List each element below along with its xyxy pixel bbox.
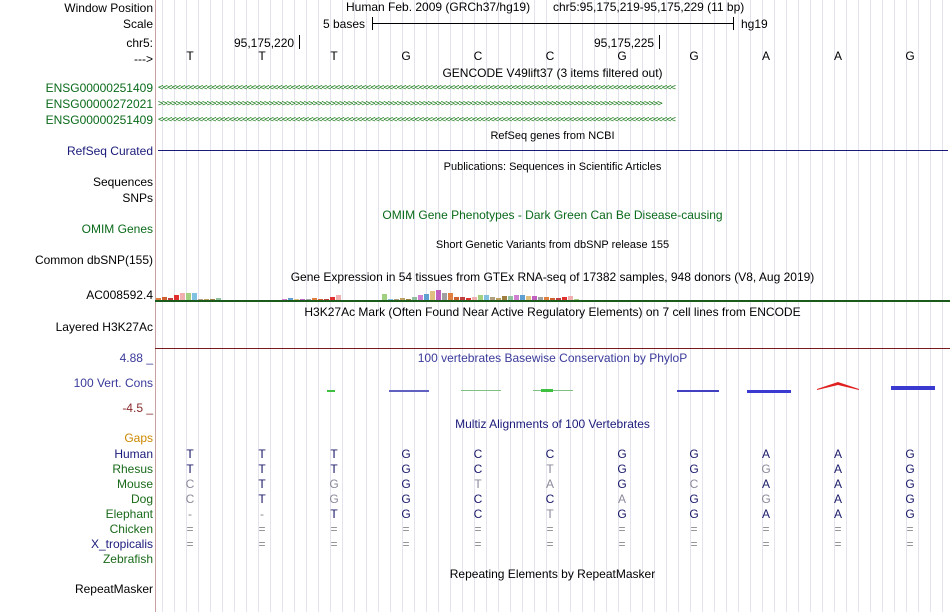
multiz-base: = (906, 537, 914, 551)
multiz-species-label[interactable]: Zebrafish (102, 552, 153, 566)
multiz-base: A (833, 507, 842, 521)
multiz-base: T (330, 507, 338, 521)
multiz-base: C (473, 447, 483, 461)
phylop-mark (461, 390, 501, 391)
multiz-species-label[interactable]: Dog (130, 492, 153, 506)
multiz-base: = (186, 522, 194, 536)
multiz-base: G (689, 507, 699, 521)
omim-track-title: OMIM Gene Phenotypes - Dark Green Can Be Disease-causing (382, 208, 723, 222)
reference-base: G (401, 49, 411, 63)
scale-text: 5 bases (323, 17, 366, 31)
multiz-base: = (618, 537, 626, 551)
multiz-base: C (473, 492, 483, 506)
refseq-track-title: RefSeq genes from NCBI (490, 130, 615, 142)
coord-tick-1: 95,175,220 (234, 36, 295, 50)
multiz-base: C (545, 447, 555, 461)
multiz-base: A (761, 447, 770, 461)
phylop-label[interactable]: 100 Vert. Cons (73, 376, 153, 390)
phylop-mark (891, 386, 935, 390)
multiz-base: = (690, 537, 698, 551)
multiz-base: G (329, 477, 339, 491)
gtex-tissue-bar (186, 293, 191, 300)
multiz-base: A (833, 462, 842, 476)
multiz-gaps-label[interactable]: Gaps (124, 431, 153, 445)
multiz-base: G (905, 462, 915, 476)
phylop-mark (677, 390, 719, 392)
reference-base: T (258, 49, 266, 63)
reference-base: A (833, 49, 842, 63)
repeatmasker-track-title: Repeating Elements by RepeatMasker (449, 567, 656, 581)
multiz-base: T (186, 462, 194, 476)
multiz-base: G (617, 462, 627, 476)
h3k27ac-track-title: H3K27Ac Mark (Often Found Near Active Regulatory Elements) on 7 cell lines from ENCODE (304, 305, 801, 319)
multiz-base: = (402, 522, 410, 536)
gencode-item-2-label[interactable]: ENSG00000272021 (45, 97, 153, 111)
reference-base: G (905, 49, 915, 63)
multiz-base: - (260, 507, 264, 521)
multiz-base: T (330, 462, 338, 476)
multiz-species-label[interactable]: Rhesus (112, 462, 153, 476)
phylop-mark (389, 390, 429, 392)
reference-base: C (473, 49, 483, 63)
scale-label: Scale (122, 17, 153, 31)
gtex-tissue-bar (430, 291, 435, 300)
multiz-base: A (545, 477, 554, 491)
refseq-feature-line[interactable] (158, 150, 948, 151)
multiz-base: G (401, 507, 411, 521)
coord-tick-2: 95,175,225 (594, 36, 655, 50)
multiz-base: G (617, 507, 627, 521)
multiz-base: = (402, 537, 410, 551)
multiz-base: T (258, 477, 266, 491)
multiz-track-title: Multiz Alignments of 100 Vertebrates (455, 417, 650, 431)
multiz-base: A (761, 477, 770, 491)
phylop-mark (541, 389, 553, 392)
gtex-label[interactable]: AC008592.4 (86, 288, 153, 302)
multiz-base: C (689, 477, 699, 491)
multiz-base: C (473, 507, 483, 521)
multiz-base: G (905, 447, 915, 461)
multiz-base: = (762, 537, 770, 551)
phylop-max-label: 4.88 _ (119, 351, 153, 365)
multiz-base: G (401, 477, 411, 491)
publications-sequences-label[interactable]: Sequences (92, 175, 153, 189)
multiz-base: C (185, 492, 195, 506)
gtex-tissue-bar (448, 293, 453, 300)
multiz-base: G (329, 492, 339, 506)
multiz-base: A (833, 492, 842, 506)
phylop-track-title: 100 vertebrates Basewise Conservation by PhyloP (417, 351, 688, 365)
gencode-item-1-feature[interactable]: <<<<<<<<<<<<<<<<<<<<<<<<<<<<<<<<<<<<<<<<<<<<<<<<<<<<<<<<<<<<<<<<<<<<<<<<<<<<<<<<<<<<<<<<<<<<<<<<<<<<<<<<<<<<<<<<<<<<< (158, 83, 675, 93)
multiz-base: T (330, 447, 338, 461)
phylop-mark (747, 390, 791, 393)
assembly-title: Human Feb. 2009 (GRCh37/hg19) (346, 0, 531, 14)
multiz-base: = (330, 537, 338, 551)
gtex-tissue-bar (180, 293, 185, 300)
gtex-tissue-bar (442, 293, 447, 300)
multiz-base: = (690, 522, 698, 536)
gtex-track-divider (155, 300, 950, 302)
multiz-base: = (474, 537, 482, 551)
reference-base: G (689, 49, 699, 63)
phylop-mark (817, 382, 859, 390)
multiz-base: G (905, 507, 915, 521)
multiz-base: T (258, 462, 266, 476)
gtex-tissue-bar (436, 290, 441, 300)
multiz-base: = (258, 537, 266, 551)
scale-bar-right (733, 17, 734, 30)
multiz-base: G (401, 462, 411, 476)
multiz-species-label[interactable]: Elephant (105, 507, 153, 521)
multiz-base: = (762, 522, 770, 536)
multiz-base: A (833, 477, 842, 491)
multiz-base: C (473, 462, 483, 476)
reference-base: T (330, 49, 338, 63)
multiz-base: G (905, 477, 915, 491)
multiz-base: = (834, 537, 842, 551)
multiz-base: = (906, 522, 914, 536)
multiz-base: = (834, 522, 842, 536)
multiz-species-label[interactable]: Mouse (116, 477, 153, 491)
phylop-mark (327, 390, 335, 392)
dbsnp-track-title: Short Genetic Variants from dbSNP release 155 (435, 239, 670, 251)
gtex-tissue-bar (192, 293, 197, 300)
multiz-base: = (618, 522, 626, 536)
multiz-base: - (188, 507, 192, 521)
multiz-base: C (185, 477, 195, 491)
chr-label: chr5: (126, 36, 153, 50)
gencode-track-title: GENCODE V49lift37 (3 items filtered out) (442, 66, 663, 80)
multiz-species-label[interactable]: Human (114, 447, 153, 461)
omim-label[interactable]: OMIM Genes (81, 222, 153, 236)
reference-base: T (186, 49, 194, 63)
multiz-base: C (545, 492, 555, 506)
gencode-item-3-feature[interactable]: <<<<<<<<<<<<<<<<<<<<<<<<<<<<<<<<<<<<<<<<<<<<<<<<<<<<<<<<<<<<<<<<<<<<<<<<<<<<<<<<<<<<<<<<<<<<<<<<<<<<<<<<<<<<<<<<<<<<< (158, 115, 675, 125)
reference-base: A (761, 49, 770, 63)
multiz-base: = (546, 537, 554, 551)
multiz-base: G (689, 447, 699, 461)
multiz-base: A (833, 447, 842, 461)
multiz-base: T (258, 492, 266, 506)
gencode-item-2-feature[interactable]: >>>>>>>>>>>>>>>>>>>>>>>>>>>>>>>>>>>>>>>>>>>>>>>>>>>>>>>>>>>>>>>>>>>>>>>>>>>>>>>>>>>>>>>>>>>>>>>>>>>>>>>>>>>>>>>>>> (158, 99, 662, 109)
strand-arrow-label: ---> (134, 52, 153, 66)
multiz-base: G (617, 447, 627, 461)
phylop-signal[interactable] (155, 362, 950, 412)
publications-track-title: Publications: Sequences in Scientific Articles (443, 161, 662, 173)
multiz-base: = (258, 522, 266, 536)
multiz-base: = (546, 522, 554, 536)
multiz-base: = (330, 522, 338, 536)
multiz-base: G (761, 462, 771, 476)
multiz-base: T (474, 477, 482, 491)
window-position-label: Window Position (64, 1, 153, 15)
multiz-base: A (617, 492, 626, 506)
refseq-label[interactable]: RefSeq Curated (66, 144, 153, 158)
coord-tick-mark-1 (299, 35, 300, 49)
multiz-base: G (761, 492, 771, 506)
multiz-base: G (617, 477, 627, 491)
publications-snps-label[interactable]: SNPs (122, 191, 153, 205)
multiz-base: T (258, 447, 266, 461)
gtex-track-title: Gene Expression in 54 tissues from GTEx RNA-seq of 17382 samples, 948 donors (V8, Aug 2019) (290, 270, 815, 284)
gencode-item-3-label[interactable]: ENSG00000251409 (45, 113, 153, 127)
multiz-base: G (689, 462, 699, 476)
multiz-species-label[interactable]: Chicken (109, 522, 153, 536)
multiz-base: G (401, 492, 411, 506)
dbsnp-label[interactable]: Common dbSNP(155) (34, 253, 153, 267)
multiz-base: T (186, 447, 194, 461)
reference-base: G (617, 49, 627, 63)
multiz-base: G (905, 492, 915, 506)
h3k27ac-track-baseline (155, 348, 950, 349)
scale-bar (372, 23, 734, 24)
h3k27ac-label[interactable]: Layered H3K27Ac (55, 320, 153, 334)
multiz-base: A (761, 507, 770, 521)
db-text: hg19 (741, 17, 768, 31)
multiz-base: T (546, 462, 554, 476)
multiz-base: = (186, 537, 194, 551)
multiz-base: = (474, 522, 482, 536)
reference-base: C (545, 49, 555, 63)
phylop-min-label: -4.5 _ (122, 401, 153, 415)
repeatmasker-label[interactable]: RepeatMasker (74, 582, 153, 596)
gencode-item-1-label[interactable]: ENSG00000251409 (45, 81, 153, 95)
position-text[interactable]: chr5:95,175,219-95,175,229 (11 bp) (553, 0, 745, 14)
multiz-base: G (689, 492, 699, 506)
multiz-species-label[interactable]: X_tropicalis (90, 537, 153, 551)
multiz-base: G (401, 447, 411, 461)
coord-tick-mark-2 (659, 35, 660, 49)
multiz-base: T (546, 507, 554, 521)
